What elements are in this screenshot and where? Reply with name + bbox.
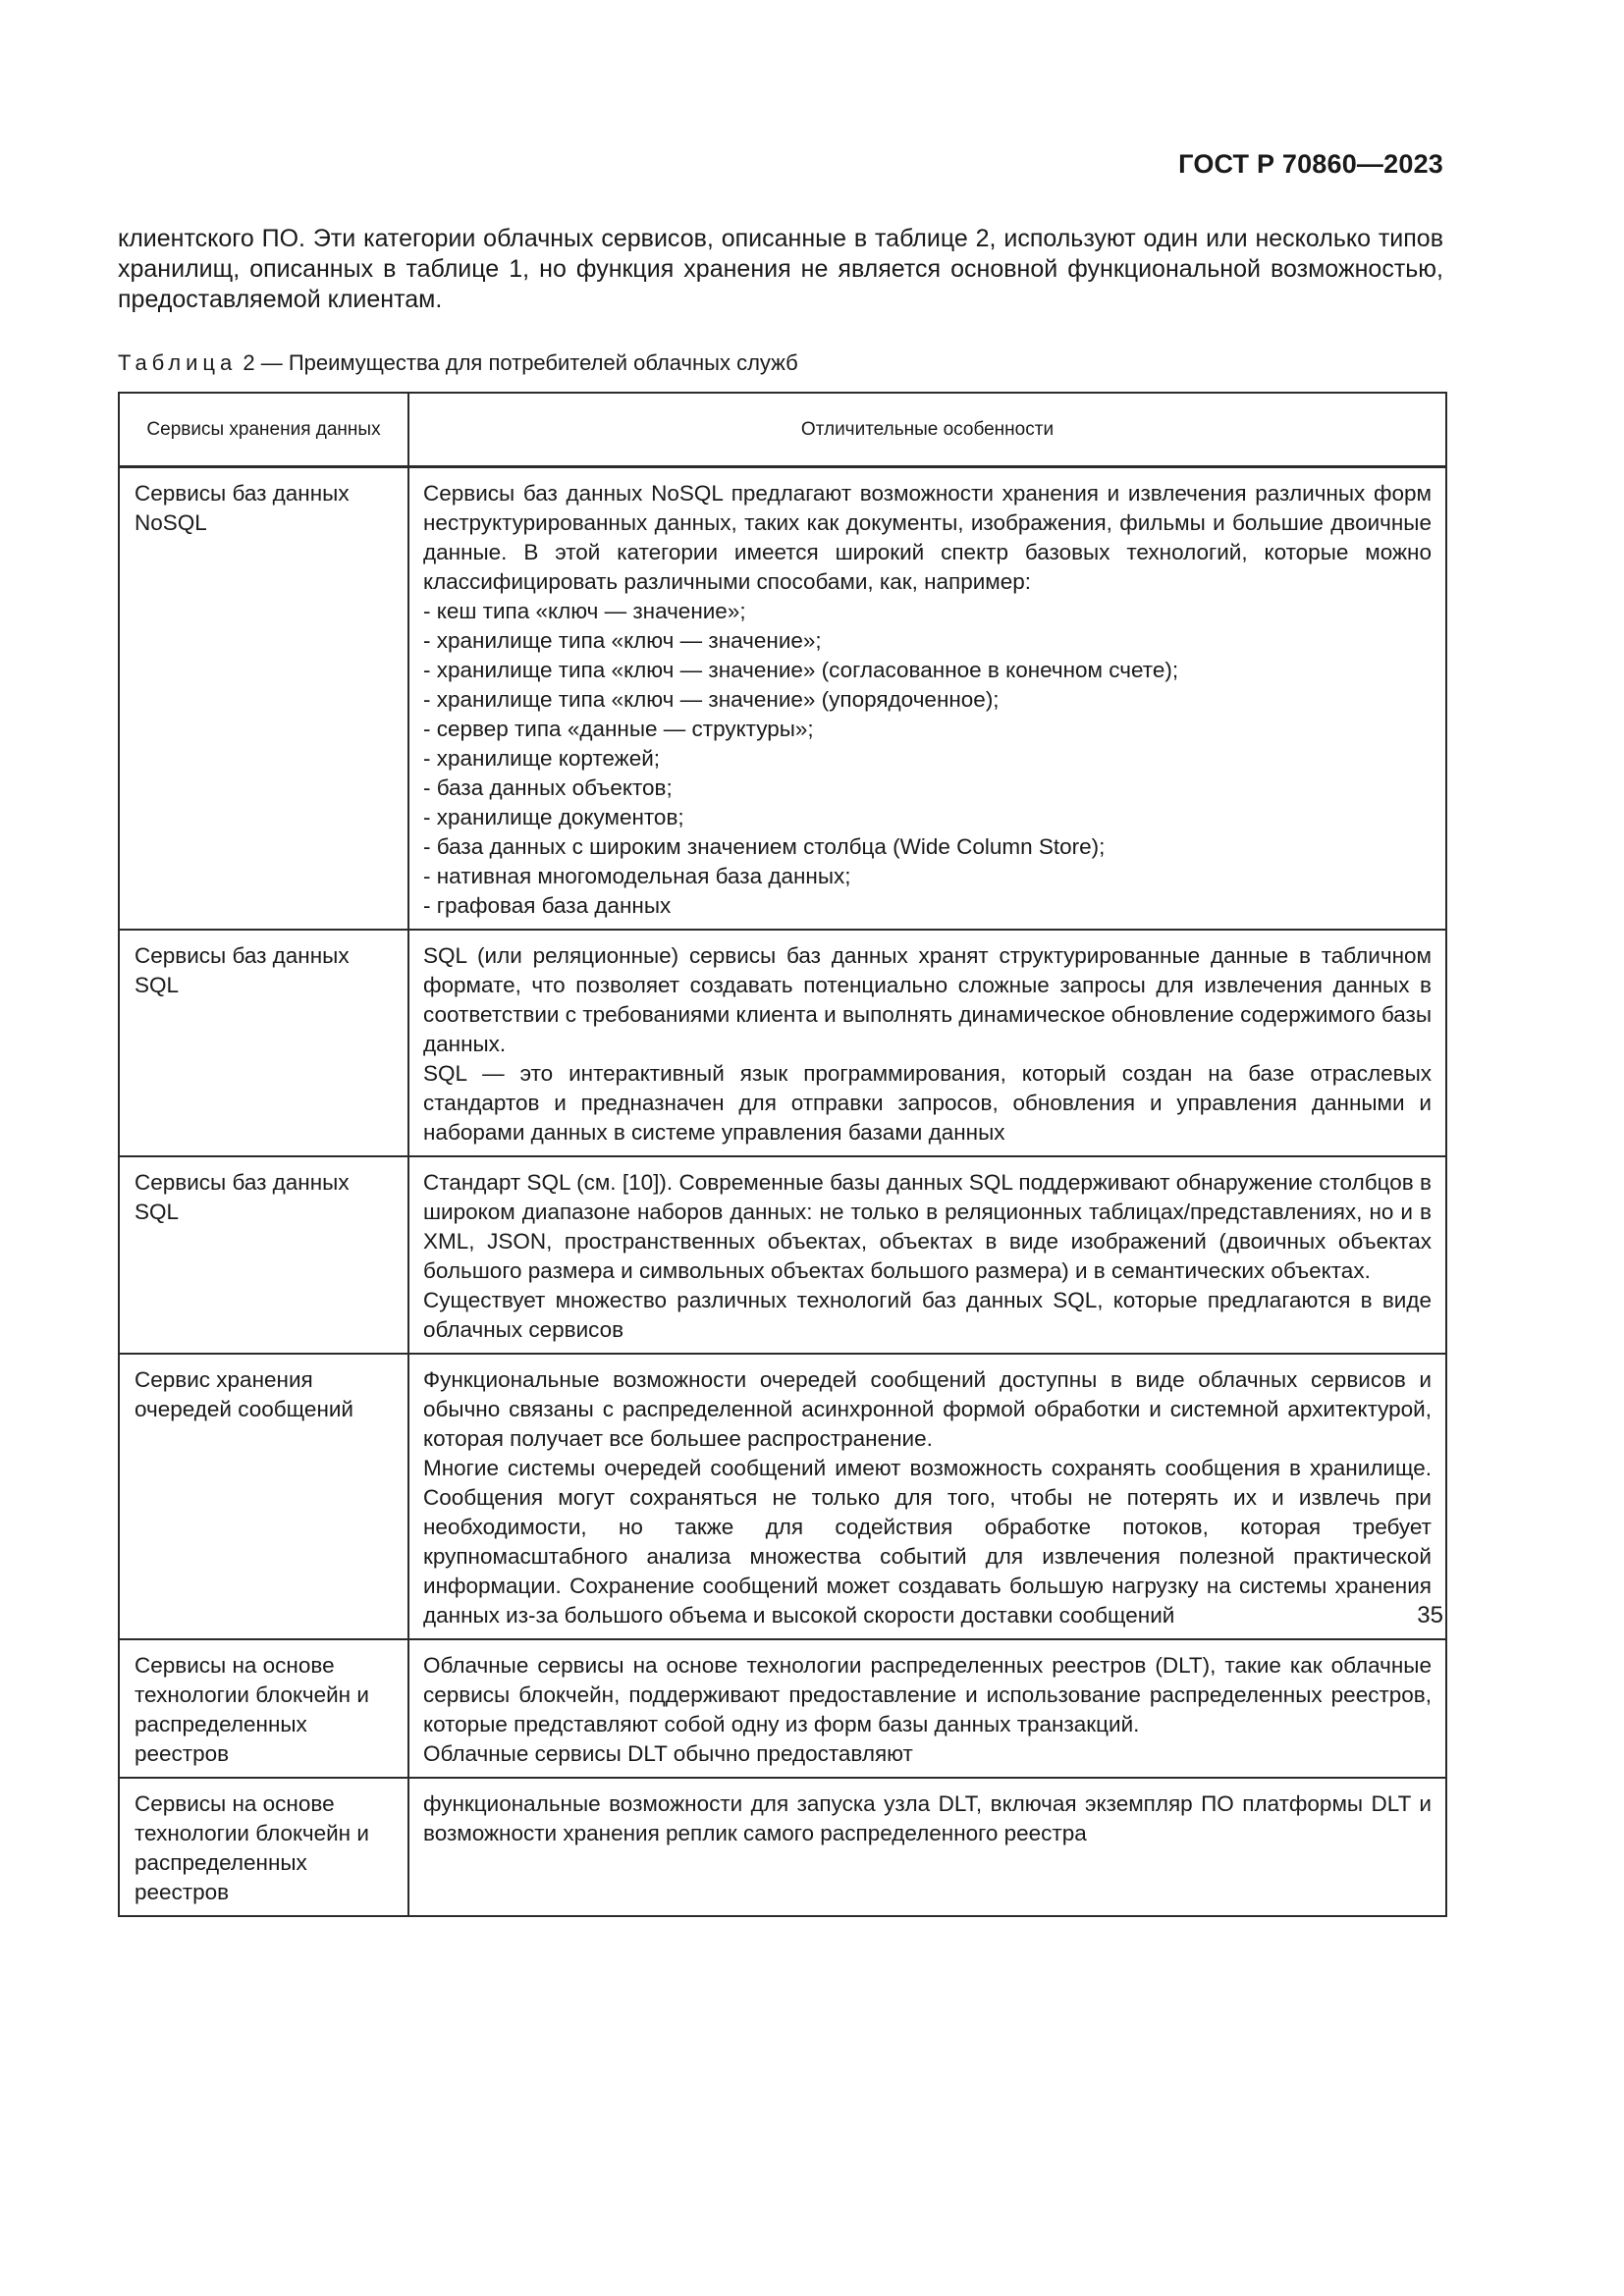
table-row — [119, 1639, 1446, 1778]
description-cell — [408, 1156, 1446, 1354]
table-caption-label: Таблица — [118, 350, 238, 375]
list-item: - хранилище документов; — [423, 805, 684, 829]
table-header-row — [119, 393, 1446, 467]
description-paragraph: SQL (или реляционные) сервисы баз данных хранят структурированные данные в табличном формате, что позволяет создавать потенциально сложные запросы для извлечения данных в соответствии с требованиями клиента и выполнять динамическое обновление содержимого базы данных. — [423, 943, 1432, 1056]
description-paragraph: Облачные сервисы DLT обычно предоставляют — [423, 1741, 913, 1766]
service-name-cell: Сервисы на основе технологии блокчейн и распределенных реестров — [119, 1639, 408, 1778]
list-item: - хранилище типа «ключ — значение»; — [423, 628, 822, 653]
header-storage-services: Сервисы хранения данных — [119, 393, 408, 467]
table-row — [119, 1156, 1446, 1354]
list-item: - хранилище кортежей; — [423, 746, 661, 771]
table-row — [119, 1778, 1446, 1916]
service-name-cell: Сервисы на основе технологии блокчейн и распределенных реестров — [119, 1778, 408, 1916]
description-paragraph: Существует множество различных технологий баз данных SQL, которые предлагаются в виде облачных сервисов — [423, 1288, 1432, 1342]
description-paragraph: Многие системы очередей сообщений имеют возможность сохранять сообщения в хранилище. Сообщения могут сохраняться не только для того, чтобы не потерять их и извлечь при необходимости, но также для содействия обработке потоков, которая требует крупномасштабного анализа множества событий для извлечения полезной практической информации. Сохранение сообщений может создавать большую нагрузку на системы хранения данных из-за большого объема и высокой скорости доставки сообщений — [423, 1456, 1432, 1628]
list-item: - база данных объектов; — [423, 775, 673, 800]
description-paragraph: Функциональные возможности очередей сообщений доступны в виде облачных сервисов и обычно связаны с распределенной асинхронной формой обработки и системной архитектурой, которая получает все большее распространение. — [423, 1367, 1432, 1451]
page-number: 35 — [1417, 1602, 1443, 1629]
description-cell — [408, 1778, 1446, 1916]
description-paragraph: функциональные возможности для запуска узла DLT, включая экземпляр ПО платформы DLT и возможности хранения реплик самого распределенного реестра — [423, 1791, 1432, 1845]
description-paragraph: Стандарт SQL (см. [10]). Современные базы данных SQL поддерживают обнаружение столбцов в широком диапазоне наборов данных: не только в реляционных таблицах/представлениях, но и в XML, JSON, пространственных объектах, объектах в виде изображений (двоичных объектах большого размера и символьных объектах большого размера) и в семантических объектах. — [423, 1170, 1432, 1283]
document-code: ГОСТ Р 70860—2023 — [1178, 149, 1443, 179]
list-item: - хранилище типа «ключ — значение» (упорядоченное); — [423, 687, 1000, 712]
table-row — [119, 930, 1446, 1156]
storage-type-list — [423, 597, 1432, 921]
description-cell — [408, 467, 1446, 931]
table-caption-text: 2 — Преимущества для потребителей облачных служб — [243, 350, 798, 375]
features-table — [118, 392, 1447, 1917]
intro-paragraph: клиентского ПО. Эти категории облачных сервисов, описанные в таблице 2, используют один или несколько типов хранилищ, описанных в таблице 1, но функция хранения не является основной функциональной возможностью, предоставляемой клиентам. — [118, 225, 1443, 313]
list-item: - хранилище типа «ключ — значение» (согласованное в конечном счете); — [423, 658, 1179, 682]
list-item: - сервер типа «данные — структуры»; — [423, 717, 814, 741]
description-paragraph: Сервисы баз данных NoSQL предлагают возможности хранения и извлечения различных форм неструктурированных данных, таких как документы, изображения, фильмы и большие двоичные данные. В этой категории имеется широкий спектр базовых технологий, которые можно классифицировать различными способами, как, например: — [423, 481, 1432, 594]
service-name-cell: Сервисы баз данных SQL — [119, 1156, 408, 1354]
service-name-cell: Сервисы баз данных SQL — [119, 930, 408, 1156]
list-item: - нативная многомодельная база данных; — [423, 864, 851, 888]
list-item: - графовая база данных — [423, 893, 672, 918]
description-cell — [408, 1639, 1446, 1778]
description-paragraph: SQL — это интерактивный язык программирования, который создан на базе отраслевых стандартов и предназначен для отправки запросов, обновления и управления данными и наборами данных в системе управления базами данных — [423, 1061, 1432, 1145]
service-name-cell: Сервис хранения очередей сообщений — [119, 1354, 408, 1639]
service-name-cell: Сервисы баз данных NoSQL — [119, 467, 408, 931]
header-distinctive-features: Отличительные особенности — [408, 393, 1446, 467]
description-cell — [408, 930, 1446, 1156]
table-caption — [118, 349, 1443, 377]
list-item: - база данных с широким значением столбца (Wide Column Store); — [423, 834, 1106, 859]
description-cell — [408, 1354, 1446, 1639]
table-row — [119, 467, 1446, 931]
description-paragraph: Облачные сервисы на основе технологии распределенных реестров (DLT), такие как облачные сервисы блокчейн, поддерживают предоставление и использование распределенных реестров, которые представляют собой одну из форм базы данных транзакций. — [423, 1653, 1432, 1736]
list-item: - кеш типа «ключ — значение»; — [423, 599, 746, 623]
table-row — [119, 1354, 1446, 1639]
